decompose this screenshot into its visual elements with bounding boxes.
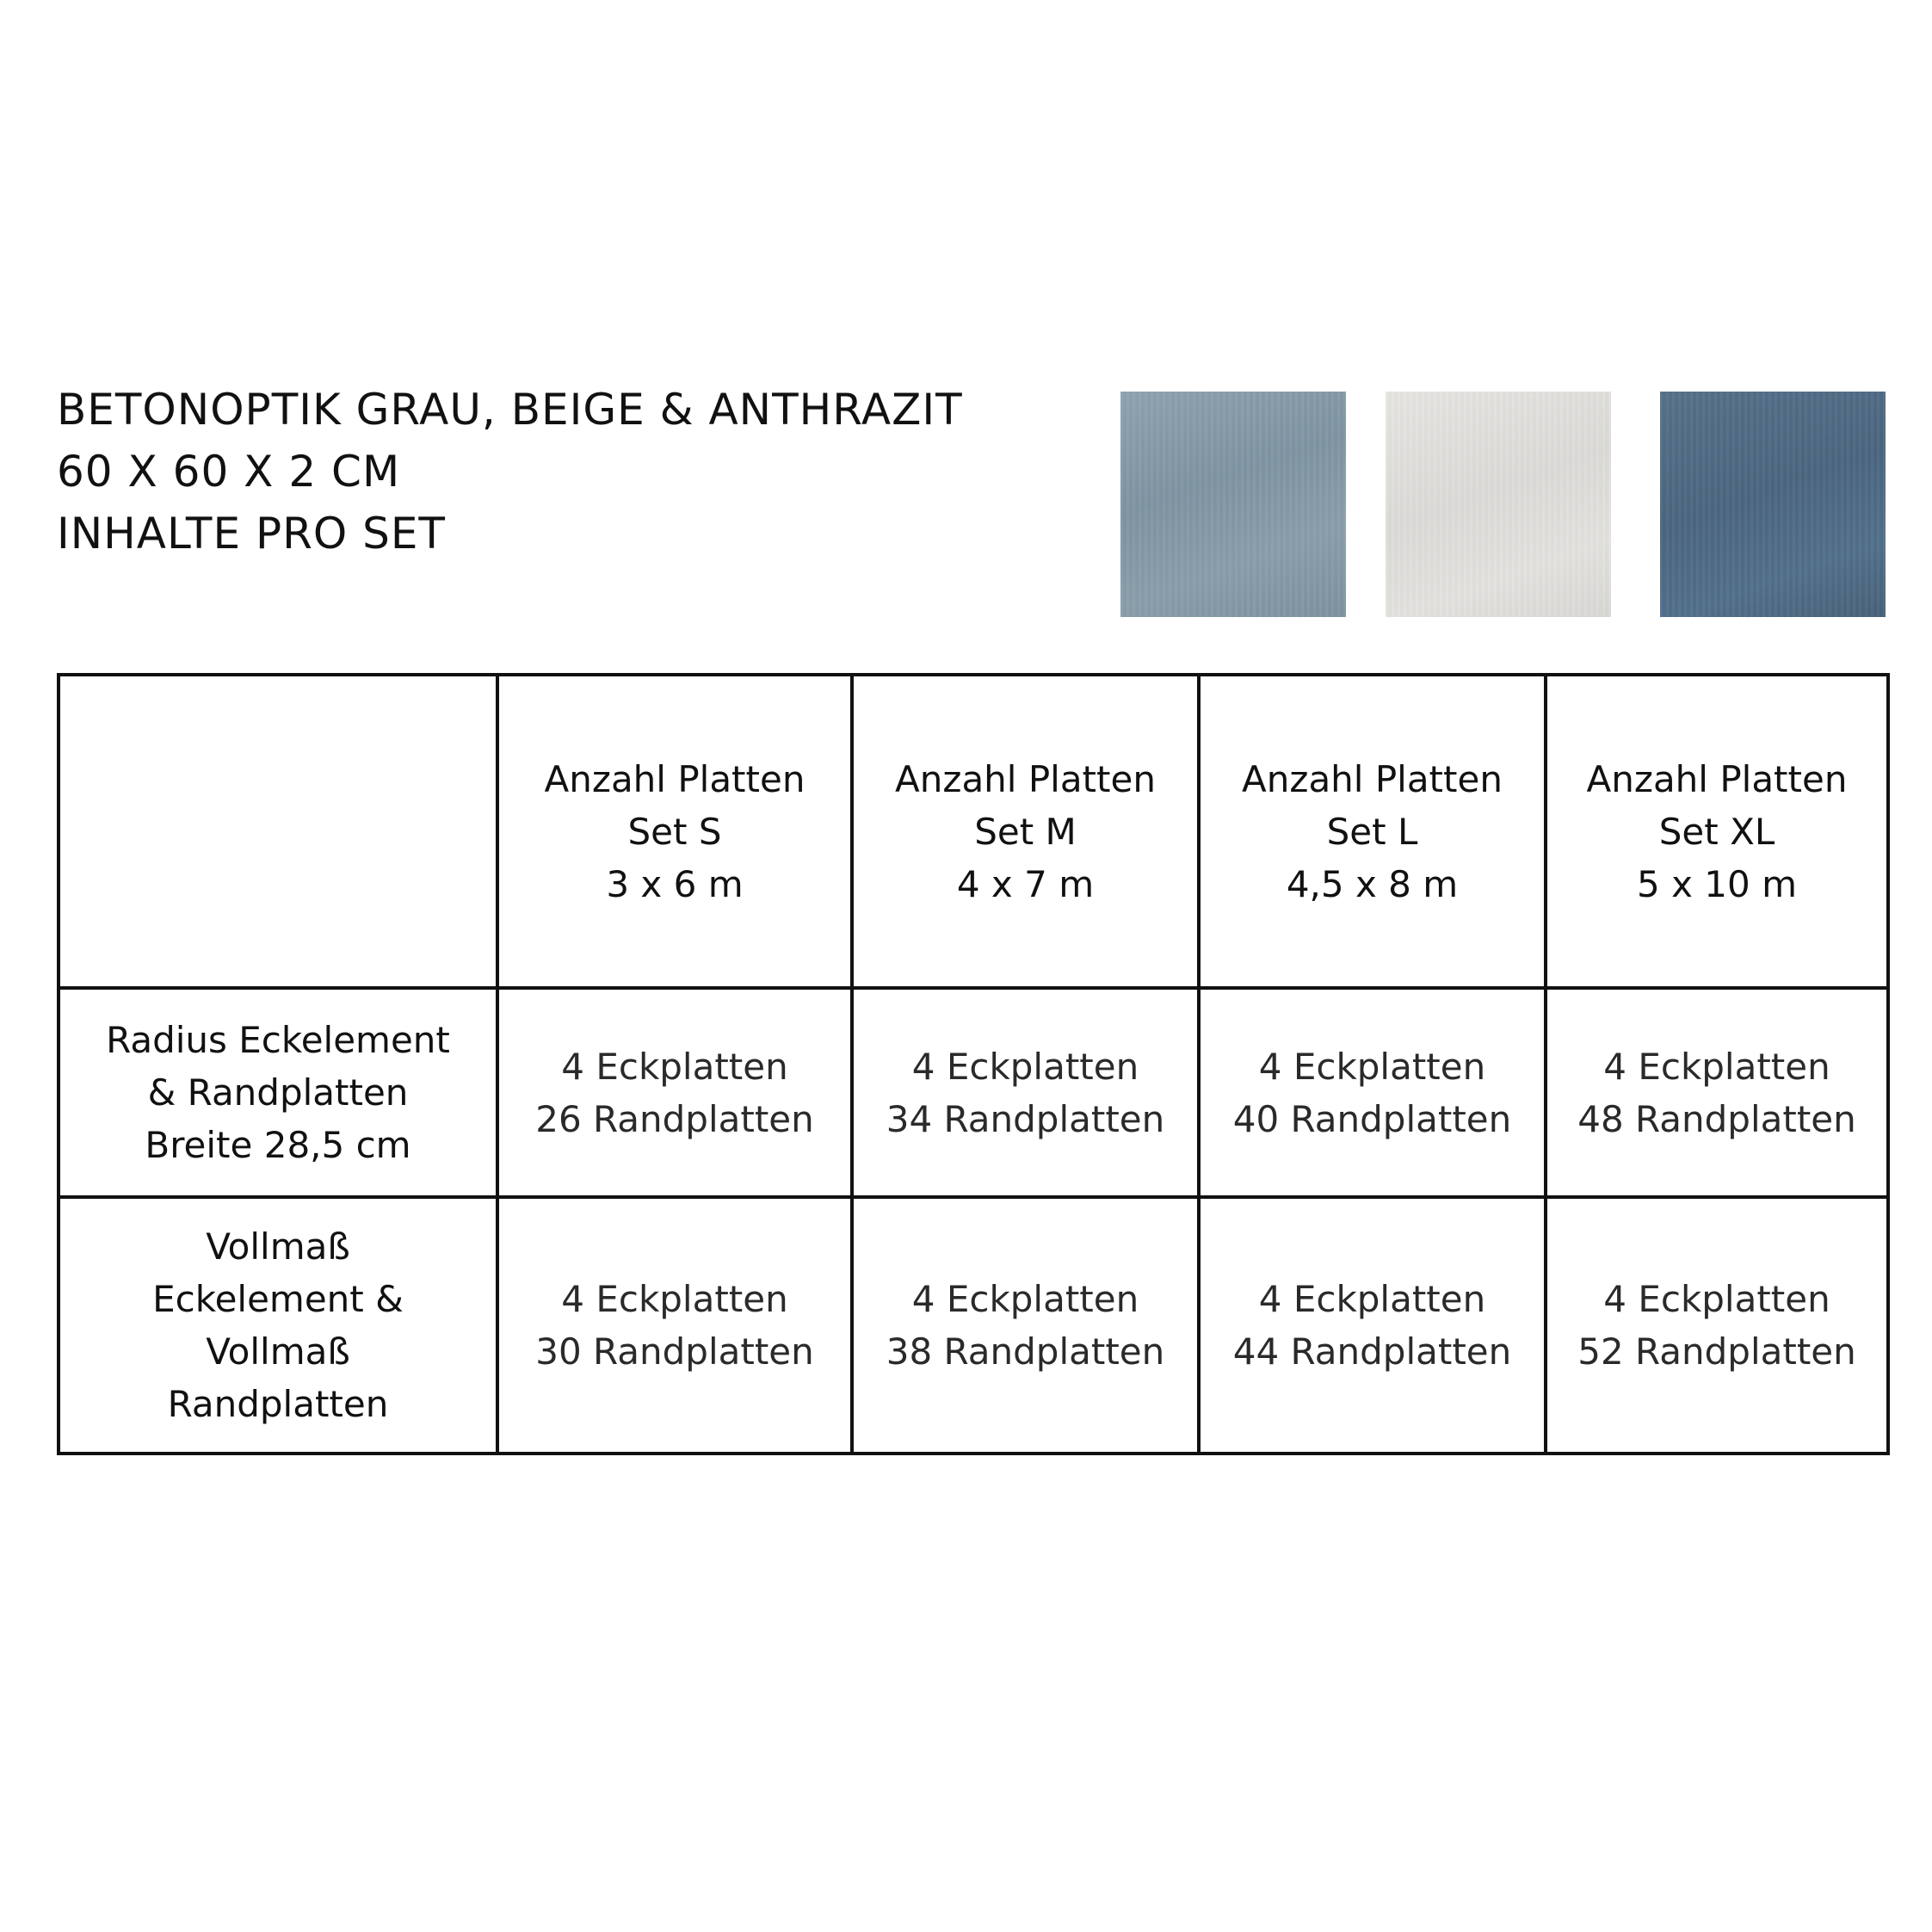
table-corner-cell: [59, 675, 497, 988]
column-header-line: Anzahl Platten: [544, 757, 806, 800]
table-cell: [1199, 988, 1546, 1197]
column-header-set-l: [1199, 675, 1546, 988]
edge-tiles-count: 40 Randplatten: [1232, 1097, 1512, 1140]
table-cell: [852, 988, 1199, 1197]
column-header-line: 4,5 x 8 m: [1286, 862, 1459, 905]
page-heading: [57, 379, 1089, 565]
corner-tiles-count: 4 Eckplatten: [911, 1045, 1139, 1088]
table-cell: [1546, 988, 1888, 1197]
edge-tiles-count: 34 Randplatten: [886, 1097, 1165, 1140]
table-row-vollmass: [59, 1197, 1888, 1454]
column-header-line: 4 x 7 m: [956, 862, 1095, 905]
swatch-grau: [1120, 392, 1346, 617]
column-header-set-s: [497, 675, 852, 988]
column-header-set-xl: [1546, 675, 1888, 988]
row-label-line: Vollmaß: [206, 1330, 350, 1373]
column-header-set-m: [852, 675, 1199, 988]
heading-subtitle: INHALTE PRO SET: [57, 509, 446, 559]
edge-tiles-count: 52 Randplatten: [1577, 1330, 1856, 1373]
corner-tiles-count: 4 Eckplatten: [561, 1045, 788, 1088]
row-label-radius: [59, 988, 497, 1197]
heading-dimensions: 60 X 60 X 2 CM: [57, 447, 401, 497]
table-cell: [497, 1197, 852, 1454]
column-header-line: Set M: [974, 810, 1077, 853]
table-row-radius: [59, 988, 1888, 1197]
edge-tiles-count: 26 Randplatten: [535, 1097, 814, 1140]
table-cell: [1199, 1197, 1546, 1454]
swatch-beige: [1386, 392, 1611, 617]
corner-tiles-count: 4 Eckplatten: [1258, 1278, 1486, 1320]
column-header-line: Set XL: [1658, 810, 1775, 853]
row-label-line: Eckelement &: [152, 1278, 404, 1320]
edge-tiles-count: 48 Randplatten: [1577, 1097, 1856, 1140]
column-header-line: 3 x 6 m: [606, 862, 744, 905]
table-cell: [852, 1197, 1199, 1454]
column-header-line: 5 x 10 m: [1637, 862, 1797, 905]
edge-tiles-count: 44 Randplatten: [1232, 1330, 1512, 1373]
edge-tiles-count: 38 Randplatten: [886, 1330, 1165, 1373]
table-header-row: [59, 675, 1888, 988]
table-cell: [1546, 1197, 1888, 1454]
column-header-line: Set S: [627, 810, 722, 853]
swatch-anthrazit: [1660, 392, 1886, 617]
row-label-vollmass: [59, 1197, 497, 1454]
row-label-line: Randplatten: [167, 1383, 389, 1425]
table-cell: [497, 988, 852, 1197]
row-label-line: & Randplatten: [147, 1071, 409, 1114]
row-label-line: Breite 28,5 cm: [145, 1124, 411, 1166]
heading-title: BETONOPTIK GRAU, BEIGE & ANTHRAZIT: [57, 385, 963, 435]
column-header-line: Set L: [1326, 810, 1418, 853]
corner-tiles-count: 4 Eckplatten: [911, 1278, 1139, 1320]
corner-tiles-count: 4 Eckplatten: [1258, 1045, 1486, 1088]
set-contents-table: [57, 673, 1890, 1455]
row-label-line: Vollmaß: [206, 1225, 350, 1268]
corner-tiles-count: 4 Eckplatten: [1603, 1045, 1830, 1088]
row-label-line: Radius Eckelement: [106, 1019, 450, 1061]
column-header-line: Anzahl Platten: [895, 757, 1156, 800]
corner-tiles-count: 4 Eckplatten: [1603, 1278, 1830, 1320]
corner-tiles-count: 4 Eckplatten: [561, 1278, 788, 1320]
edge-tiles-count: 30 Randplatten: [535, 1330, 814, 1373]
column-header-line: Anzahl Platten: [1242, 757, 1503, 800]
column-header-line: Anzahl Platten: [1586, 757, 1848, 800]
